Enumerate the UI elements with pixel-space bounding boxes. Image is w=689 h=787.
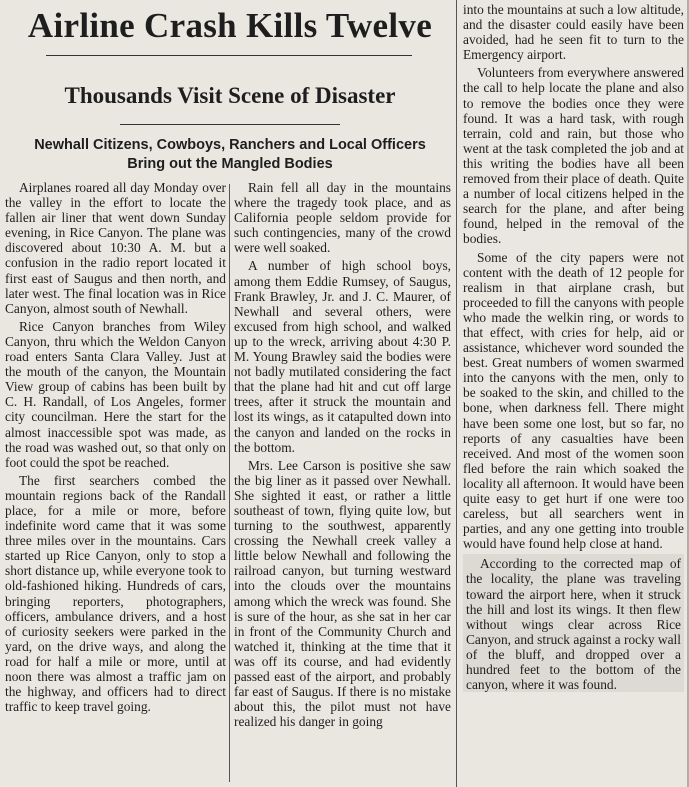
column-3: [463, 2, 684, 784]
subheadline: Thousands Visit Scene of Disaster: [64, 83, 396, 108]
column-divider: [229, 184, 230, 782]
deck-line-2: Bring out the Mangled Bodies: [127, 156, 333, 172]
subhead-rule: [120, 124, 340, 125]
paragraph: Some of the city papers were not content with the death of 12 people for realism in that airplane crash, but proceeded to fill the canyons with people who made the welkin ring, or words to that effect, with cries for help, aid or assistance, whichever word sounded the best. Great numbers of women swarmed into the canyons with the men, only to be soaked to the skin, and chilled to the bone, when darkness fell. There might have been some one lost, but so far, no reports of any casualties have been received. And most of the women soon fled before the rain which soaked the locality all afternoon. It would have been quite easy to get hurt if one were too careless, but all searchers went in parties, and any one getting into trouble would have found help close at hand.: [463, 249, 684, 552]
headline-rule: [46, 55, 412, 56]
paragraph: The first searchers combed the mountain regions back of the Randall place, for a mile or more, before indefinite word came that it was some three miles over in the mountains. Cars started up Rice Canyon, only to stop a short distance up, while everyone took to old-fashioned hiking. Hundreds of cars, bringing reporters, photographers, officers, ambulance drivers, and a host of curiosity seekers were parked in the yard, on the drive ways, and along the road for half a mile or more, until at noon there was almost a traffic jam on the highway, and officers had to direct traffic to keep travel going.: [5, 472, 226, 715]
paragraph-continued: into the mountains at such a low altitude, and the disaster could easily have been avoided, had he seen fit to turn to the Emergency airport.: [463, 2, 684, 63]
headline: Airline Crash Kills Twelve: [27, 6, 433, 45]
paragraph: Airplanes roared all day Monday over the valley in the effort to locate the fallen air liner that went down Sunday evening, in Rice Canyon. The plane was discovered about 10:30 A. M. but a confusion in the radio report located it first east of Saugus and then north, and later west. The final location was in Rice Canyon, almost south of Newhall.: [5, 180, 226, 316]
column-divider: [456, 0, 457, 787]
deck-line-1: Newhall Citizens, Cowboys, Ranchers and Local Officers: [34, 137, 426, 153]
paragraph: Rain fell all day in the mountains where the tragedy took place, and as California people seldom provide for such contingencies, many of the crowd were well soaked.: [234, 180, 451, 256]
paragraph: Mrs. Lee Carson is positive she saw the big liner as it passed over Newhall. She sighted it east, or rather a little southeast of town, flying quite low, but turning to the southwest, apparently crossing the Newhall creek valley a little below Newhall and following the railroad canyon, but turning westward into the clouds over the mountains among which the wreck was found. She is sure of the hour, as she sat in her car in front of the Community Church and watched it, thinking at the time that it was off its course, and had evidently passed east of the airport, and probably far east of Saugus. If there is no mistake about this, the pilot must not have realized his danger in going: [234, 457, 451, 730]
deck: [4, 136, 456, 174]
column-2: [234, 180, 451, 784]
column-1: [5, 180, 226, 784]
paragraph: A number of high school boys, among them Eddie Rumsey, of Saugus, Frank Brawley, Jr. and J. C. Maurer, of Newhall and several others, were excused from high school, and walked up to the wreck, arriving about 4:30 P. M. Young Brawley said the bodies were not badly mutilated considering the fact that the plane had hit and cut off large trees, after it struck the mountain and lost its wings, as it catapulted down into the canyon and landed on the rocks in the bottom.: [234, 258, 451, 455]
paragraph: Volunteers from everywhere answered the call to help locate the plane and also to remove the bodies once they were found. It was a hard task, with rough terrain, cold and rain, but those who went at the task completed the job and at this writing the bodies have all been removed from their place of death. Quite a number of local citizens helped in the search for the plane, and after being found, helped in the removal of the bodies.: [463, 65, 684, 247]
closing-paragraph: According to the corrected map of the locality, the plane was traveling toward the airport here, when it struck the hill and lost its wings. It then flew without wings clear across Rice Canyon, and struck against a rocky wall of the bluff, and dropped over a hundred feet to the bottom of the canyon, where it was found.: [463, 554, 684, 692]
headline-block: [0, 0, 458, 176]
paragraph: Rice Canyon branches from Wiley Canyon, thru which the Weldon Canyon road enters Santa Clara Valley. Just at the mouth of the canyon, the Mountain View group of cabins has been built by C. H. Randall, of Los Angeles, former city councilman. Here the start for the almost inaccessible spot was made, as the road was washed out, so that only on foot could the spot be reached.: [5, 318, 226, 470]
